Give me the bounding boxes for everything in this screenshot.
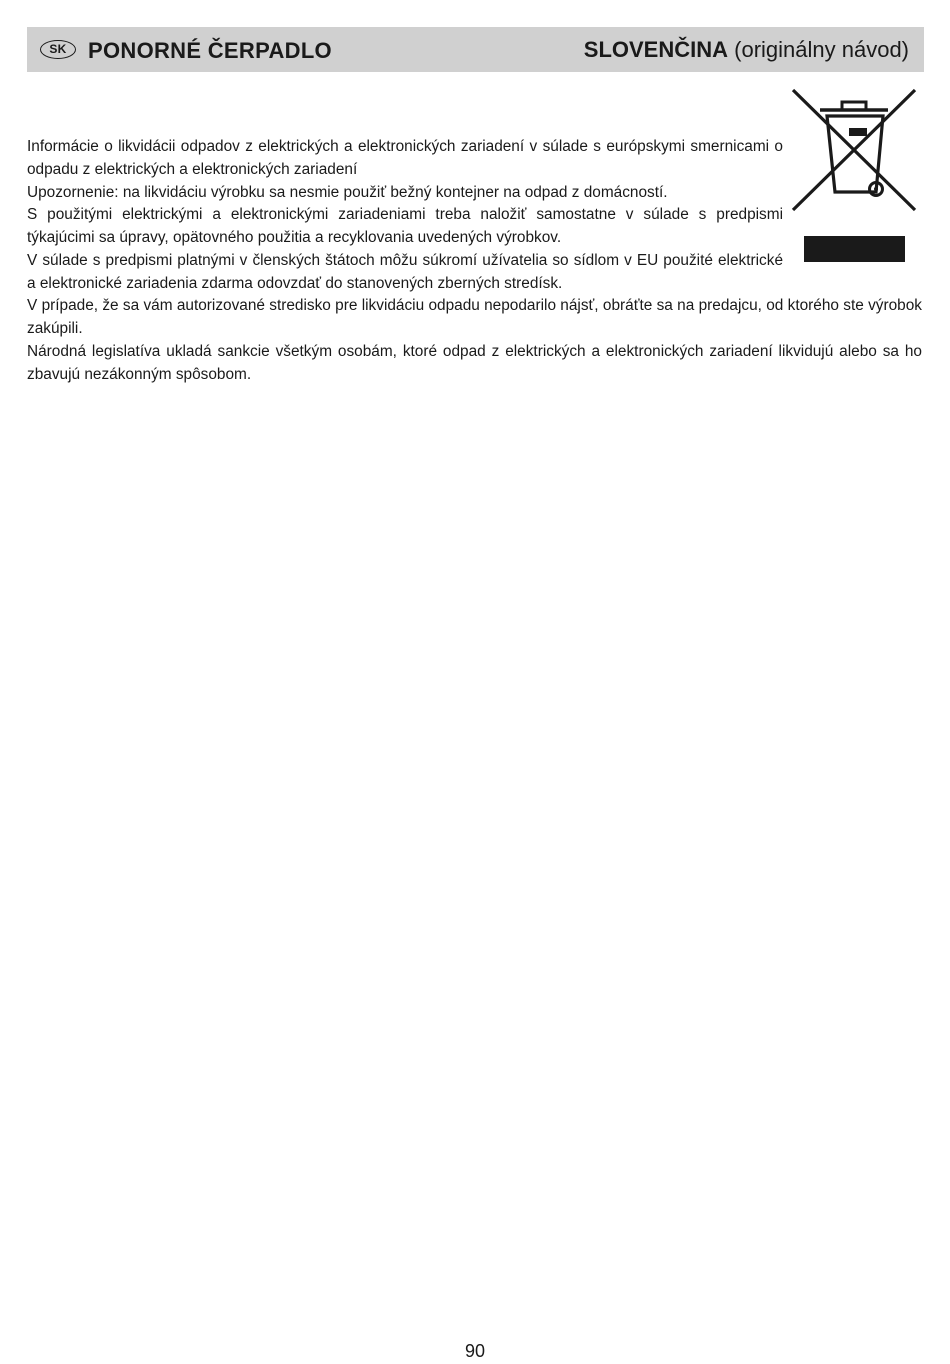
paragraph-separate-disposal: S použitými elektrickými a elektronickými zariadeniami treba naložiť samostatne v súlade s predpismi týkajúcimi sa úpravy, opätovného použitia a recyklovania uvedených výrobkov.: [27, 206, 783, 246]
language-note: (originálny návod): [728, 37, 909, 62]
language-name: SLOVENČINA: [583, 37, 729, 62]
paragraph-contact-seller: V prípade, že sa vám autorizované stredisko pre likvidáciu odpadu nepodarilo nájsť, obráťte sa na predajcu, od ktorého ste výrobok zakúpili.: [27, 297, 922, 337]
page-header: [27, 27, 924, 72]
language-badge: SK: [40, 40, 76, 59]
paragraph-sanctions: Národná legislatíva ukladá sankcie všetkým osobám, ktoré odpad z elektrických a elektronických zariadení likvidujú alebo sa ho zbavujú nezákonným spôsobom.: [27, 342, 922, 383]
page-number: 90: [464, 1341, 486, 1361]
paragraph-warning: Upozornenie: na likvidáciu výrobku sa nesmie použiť bežný kontejner na odpad z domácností.: [27, 183, 668, 201]
product-title: PONORNÉ ČERPADLO: [88, 38, 332, 63]
disposal-information: [27, 136, 922, 386]
paragraph-collection-points: V súlade s predpismi platnými v členských štátoch môžu súkromí užívatelia so sídlom v EU použité elektrické a elektronické zariadenia zdarma odovzdať do stanovených zberných stredísk.: [27, 251, 783, 292]
paragraph-weee-intro: Informácie o likvidácii odpadov z elektrických a elektronických zariadení v súlade s európskymi smernicami o odpadu z elektrických a elektronických zariadení: [27, 138, 783, 178]
language-label: [584, 37, 909, 63]
